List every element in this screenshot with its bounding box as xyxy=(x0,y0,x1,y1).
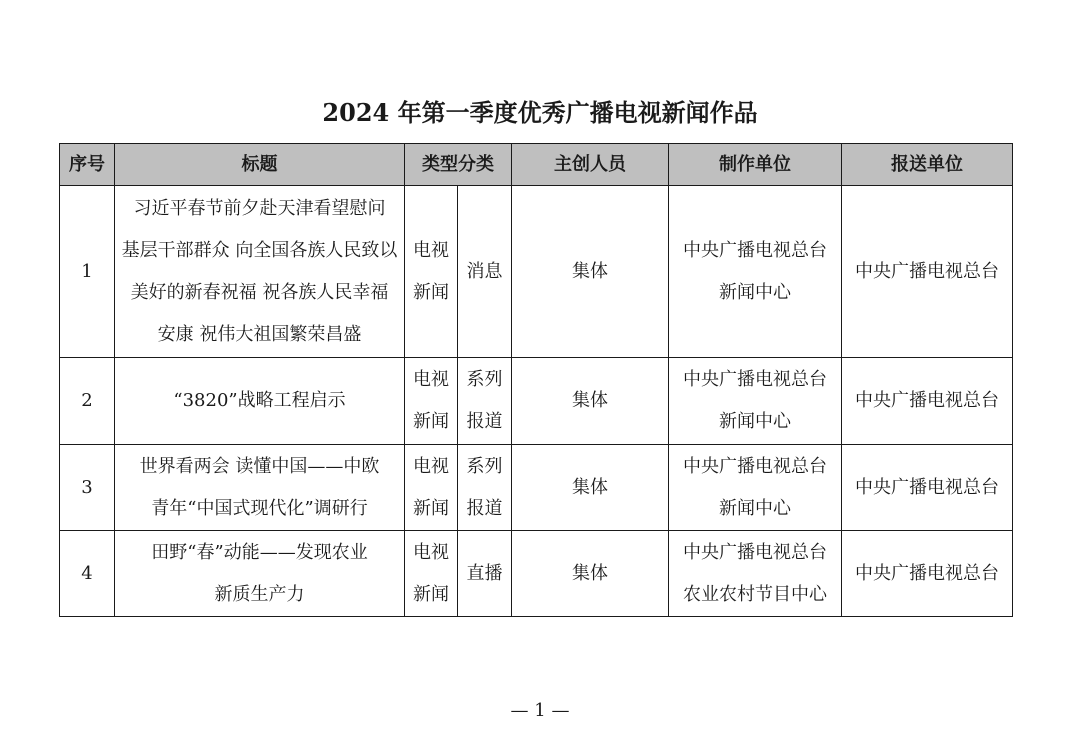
row-creator: 集体 xyxy=(512,445,669,531)
row-producer xyxy=(669,186,842,358)
subtype-line: 报道 xyxy=(466,497,503,519)
title-line: 安康 祝伟大祖国繁荣昌盛 xyxy=(157,323,362,345)
title-line: 田野“春”动能——发现农业 xyxy=(151,541,368,563)
type-line: 电视 xyxy=(413,541,449,563)
header-producer: 制作单位 xyxy=(669,144,842,186)
header-submitter: 报送单位 xyxy=(842,144,1013,186)
header-title: 标题 xyxy=(115,144,405,186)
row-producer xyxy=(669,358,842,445)
row-submitter: 中央广播电视总台 xyxy=(842,445,1013,531)
row-subtype xyxy=(458,445,512,531)
row-producer xyxy=(669,531,842,617)
title-line: 基层干部群众 向全国各族人民致以 xyxy=(121,239,398,261)
table-row xyxy=(60,531,1013,617)
producer-line: 新闻中心 xyxy=(719,411,791,432)
subtype-line: 消息 xyxy=(466,260,503,282)
works-table xyxy=(59,143,1013,617)
subtype-line: 直播 xyxy=(466,562,503,584)
title-line: 新质生产力 xyxy=(214,583,305,605)
title-line: 习近平春节前夕赴天津看望慰问 xyxy=(133,197,386,219)
producer-line: 中央广播电视总台 xyxy=(683,369,827,390)
row-title xyxy=(115,531,405,617)
type-line: 新闻 xyxy=(413,281,449,303)
row-subtype xyxy=(458,358,512,445)
type-line: 电视 xyxy=(413,455,449,477)
row-creator: 集体 xyxy=(512,186,669,358)
row-index: 4 xyxy=(60,531,115,617)
title-line: “3820”战略工程启示 xyxy=(173,390,346,411)
table-row xyxy=(60,445,1013,531)
type-line: 电视 xyxy=(413,239,449,261)
row-type xyxy=(405,531,458,617)
type-line: 电视 xyxy=(413,369,449,390)
row-index: 1 xyxy=(60,186,115,358)
header-index: 序号 xyxy=(60,144,115,186)
header-type: 类型分类 xyxy=(405,144,512,186)
row-submitter: 中央广播电视总台 xyxy=(842,358,1013,445)
row-submitter: 中央广播电视总台 xyxy=(842,531,1013,617)
document-title: 2024 年第一季度优秀广播电视新闻作品 xyxy=(322,98,758,127)
table-header-row xyxy=(60,144,1013,186)
type-line: 新闻 xyxy=(413,583,449,605)
header-creator: 主创人员 xyxy=(512,144,669,186)
producer-line: 中央广播电视总台 xyxy=(683,455,827,477)
title-line: 青年“中国式现代化”调研行 xyxy=(151,497,368,519)
title-line: 美好的新春祝福 祝各族人民幸福 xyxy=(130,281,389,303)
title-line: 世界看两会 读懂中国——中欧 xyxy=(139,455,380,477)
row-title xyxy=(115,358,405,445)
row-creator: 集体 xyxy=(512,358,669,445)
producer-line: 新闻中心 xyxy=(719,497,791,519)
producer-line: 中央广播电视总台 xyxy=(683,541,827,563)
row-subtype xyxy=(458,531,512,617)
type-line: 新闻 xyxy=(413,497,449,519)
row-producer xyxy=(669,445,842,531)
row-title xyxy=(115,445,405,531)
producer-line: 新闻中心 xyxy=(719,281,791,303)
producer-line: 农业农村节目中心 xyxy=(683,583,827,605)
page-number: — 1 — xyxy=(510,700,570,721)
row-type xyxy=(405,186,458,358)
row-index: 3 xyxy=(60,445,115,531)
producer-line: 中央广播电视总台 xyxy=(683,239,827,261)
row-index: 2 xyxy=(60,358,115,445)
table-row xyxy=(60,186,1013,358)
row-subtype xyxy=(458,186,512,358)
table-row xyxy=(60,358,1013,445)
row-submitter: 中央广播电视总台 xyxy=(842,186,1013,358)
subtype-line: 系列 xyxy=(466,455,503,477)
row-type xyxy=(405,445,458,531)
type-line: 新闻 xyxy=(413,411,449,432)
row-creator: 集体 xyxy=(512,531,669,617)
subtype-line: 系列 xyxy=(466,369,503,390)
row-title xyxy=(115,186,405,358)
subtype-line: 报道 xyxy=(466,411,503,432)
row-type xyxy=(405,358,458,445)
